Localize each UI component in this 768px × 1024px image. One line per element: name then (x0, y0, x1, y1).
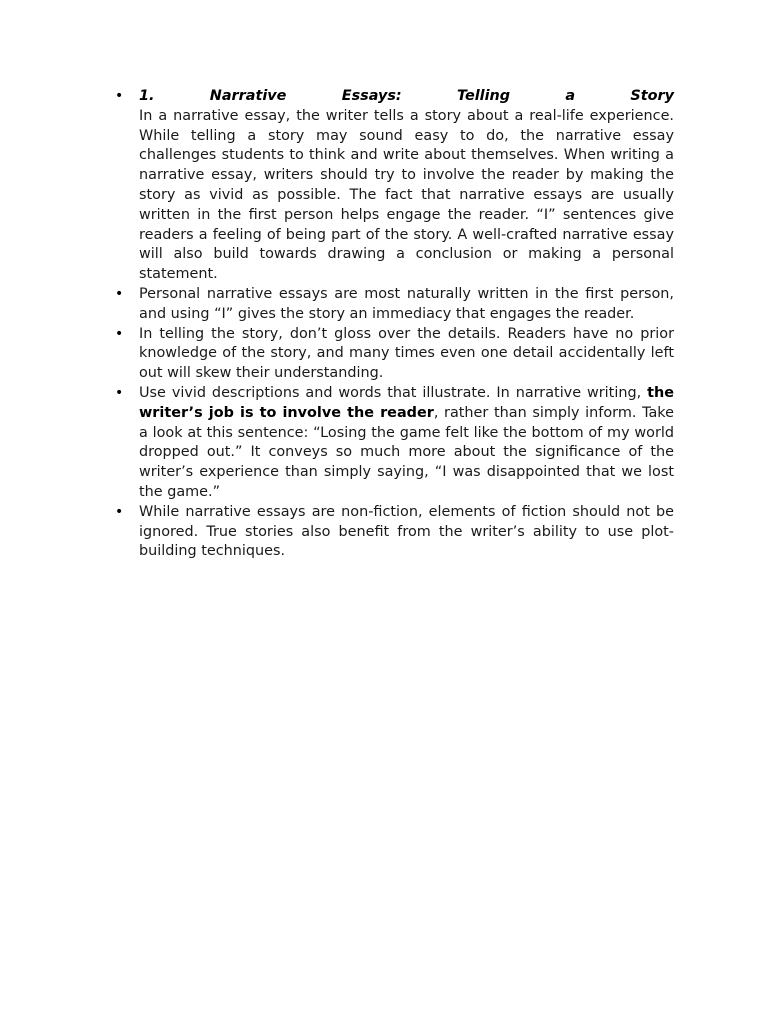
list-item (113, 503, 674, 562)
paragraph-details: In telling the story, don’t gloss over the details. Readers have no prior knowledge of the story, and many times even one detail accidentally left out will skew their understanding. (139, 325, 674, 382)
bullet-marker: • (115, 503, 124, 520)
heading-word: Telling (456, 88, 511, 104)
text-run: Use vivid descriptions and words that illustrate. In narrative writing, (139, 384, 648, 401)
heading-word: Story (630, 88, 675, 104)
bullet-marker: • (115, 88, 124, 104)
heading-word: Narrative (209, 88, 287, 104)
paragraph-first-person: Personal narrative essays are most naturally written in the first person, and using “I” gives the story an immediacy that engages the reader. (139, 285, 674, 322)
list-item (113, 87, 674, 285)
bullet-marker: • (115, 384, 124, 401)
paragraph-fiction-elements: While narrative essays are non-fiction, elements of fiction should not be ignored. True stories also benefit from the writer’s ability to use plot-building techniques. (139, 503, 674, 560)
list-item (113, 384, 674, 503)
bullet-list (113, 87, 674, 562)
heading-word: a (565, 88, 576, 104)
text-run: , rather than simply inform. Take a look at this sentence: “Losing the game felt like the bottom of my world dropped out.” It conveys so much more about the significance of the writer’s experience than simply saying, “I was disappointed that we lost the game.” (139, 404, 674, 500)
document-body (113, 87, 674, 562)
bold-text-run: the writer’s job is to involve the reader (139, 384, 674, 421)
bullet-marker: • (115, 285, 124, 302)
list-item (113, 325, 674, 384)
heading-word: Essays: (341, 88, 402, 104)
intro-paragraph: In a narrative essay, the writer tells a story about a real-life experience. While telling a story may sound easy to do, the narrative essay challenges students to think and write about themselves. When writing a narrative essay, writers should try to involve the reader by making the story as vivid as possible. The fact that narrative essays are usually written in the first person helps engage the reader. “I” sentences give readers a feeling of being part of the story. A well-crafted narrative essay will also build towards drawing a conclusion or making a personal statement. (139, 107, 674, 283)
list-item (113, 285, 674, 325)
bullet-marker: • (115, 325, 124, 342)
paragraph-vivid-descriptions (139, 384, 674, 503)
section-heading (139, 87, 674, 107)
heading-number: 1. (139, 88, 155, 104)
